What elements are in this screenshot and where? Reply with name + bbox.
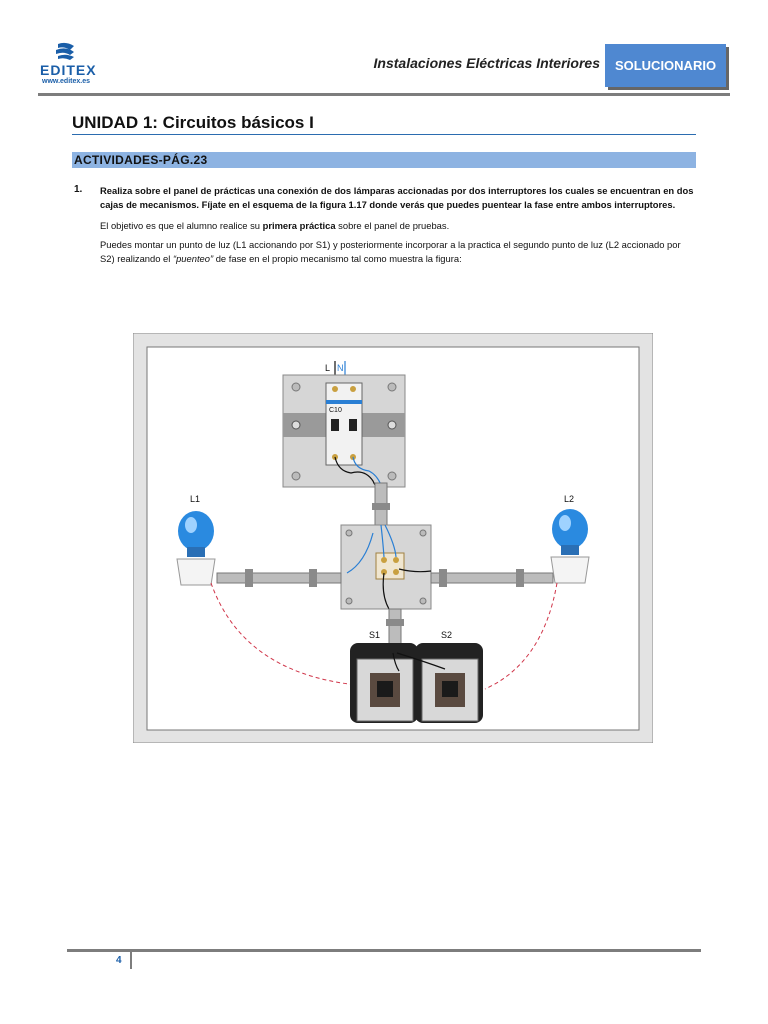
unit-title: UNIDAD 1: Circuitos básicos I: [72, 113, 314, 132]
question-number: 1.: [74, 184, 83, 195]
label-N: N: [337, 363, 344, 373]
document-title: Instalaciones Eléctricas Interiores: [373, 55, 600, 71]
header-divider: [38, 93, 730, 96]
switch-s1-icon: [350, 643, 418, 723]
objective-paragraph: [100, 219, 696, 233]
lamp-l1-label: L1: [190, 494, 201, 504]
switch-s2-icon: [415, 643, 483, 723]
solucionario-badge: SOLUCIONARIO: [605, 44, 726, 87]
objective-text-a: El objetivo es que el alumno realice su: [100, 220, 263, 231]
instruction-text-a: Puedes montar un punto de luz (L1 accionando por S1) y posteriormente incorporar a la practica el segundo punto de luz (L2 accionado por S2) realizando el: [100, 239, 681, 264]
unit-divider: [72, 134, 696, 135]
switch-s2-label: S2: [441, 630, 453, 640]
page-number: 4: [116, 955, 122, 966]
instruction-italic: “puenteo”: [172, 253, 214, 264]
label-L: L: [325, 363, 331, 373]
junction-box: [341, 525, 431, 609]
logo-url: www.editex.es: [42, 78, 90, 85]
wiring-figure: [133, 333, 653, 743]
logo-text: EDITEX: [40, 62, 97, 78]
page-number-tick: [130, 951, 132, 969]
breaker-rating: C10: [329, 407, 342, 414]
lamp-l2-label: L2: [564, 494, 575, 504]
instruction-paragraph: [100, 238, 696, 266]
question-text: Realiza sobre el panel de prácticas una conexión de dos lámparas accionadas por dos interruptores los cuales se encuentran en dos cajas de mecanismos. Fíjate en el esquema de la figura 1.17 donde verás que puedes puentear la fase entre ambos interruptores.: [100, 185, 694, 210]
objective-text-b: sobre el panel de pruebas.: [335, 220, 450, 231]
instruction-text-b: de fase en el propio mecanismo tal como muestra la figura:: [213, 253, 462, 264]
footer-divider: [67, 949, 701, 952]
activities-label: ACTIVIDADES-PÁG.23: [74, 153, 208, 167]
objective-bold: primera práctica: [262, 220, 336, 231]
switch-s1-label: S1: [369, 630, 381, 640]
